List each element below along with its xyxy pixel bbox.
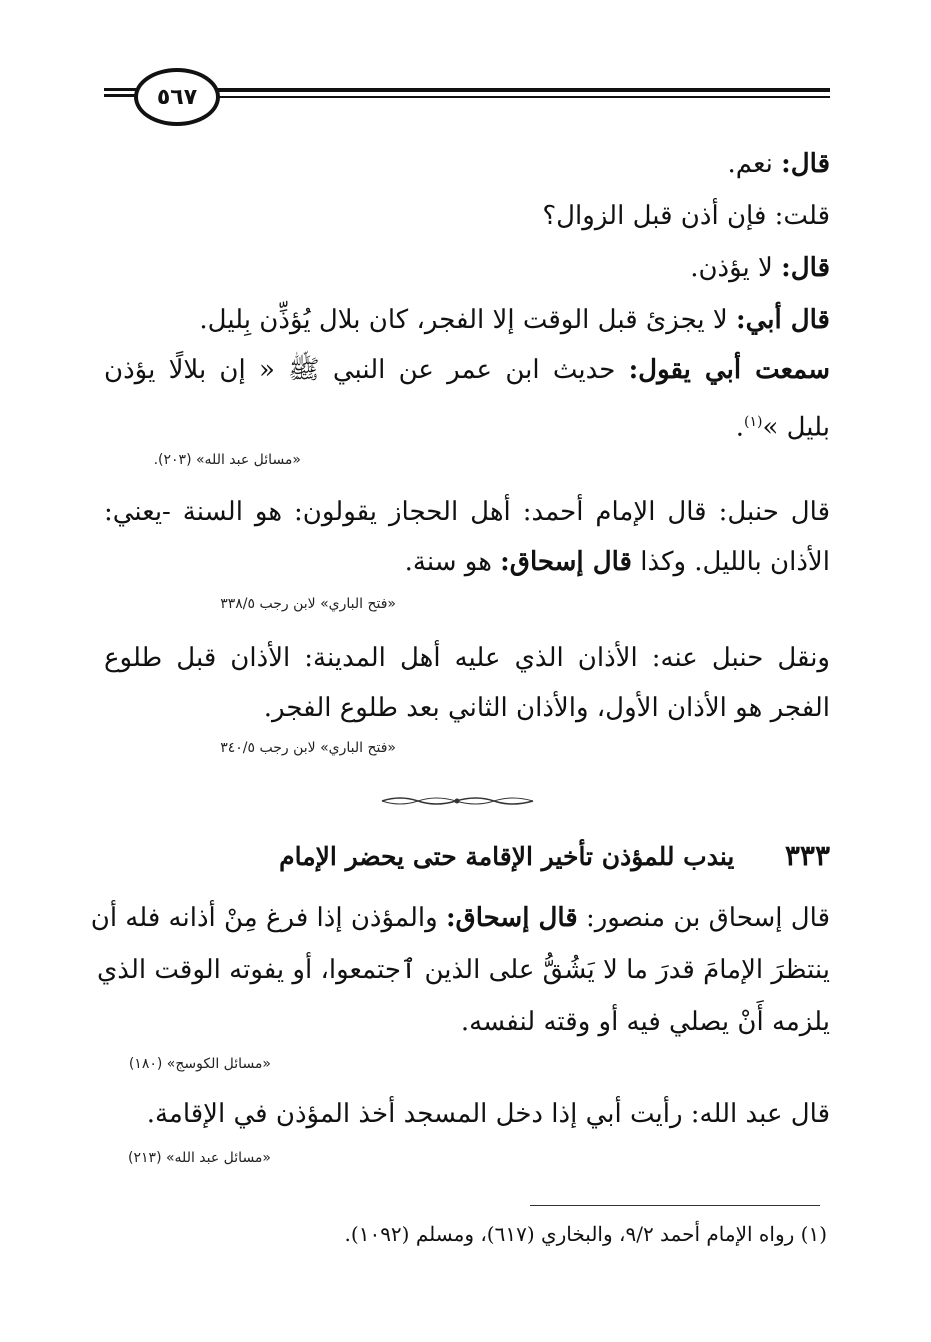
text-line bbox=[90, 896, 830, 940]
text-line: بليل »$^{(١)}$. bbox=[735, 412, 830, 443]
section-heading-line bbox=[104, 834, 830, 879]
text-line: قال عبد الله: رأيت أبي إذا دخل المسجد أخذ المؤذن في الإقامة. bbox=[146, 1099, 830, 1129]
speaker: قال إسحاق: bbox=[500, 547, 632, 577]
line-text: نعم. bbox=[727, 149, 782, 179]
text-line: قال حنبل: قال الإمام أحمد: أهل الحجاز يقولون: هو السنة -يعني: bbox=[104, 497, 830, 527]
text-line: ينتظرَ الإمامَ قدرَ ما لا يَشُقُّ على الذين ٱجتمعوا، أو يفوته الوقت الذي bbox=[96, 955, 830, 985]
text-line: قلت: فإن أذن قبل الزوال؟ bbox=[542, 201, 830, 231]
source-citation: «فتح الباري» لابن رجب ٣٣٨/٥ bbox=[220, 596, 396, 612]
footnote-text: رواه الإمام أحمد ٩/٢، والبخاري (٦١٧)، ومسلم (١٠٩٢). bbox=[344, 1222, 801, 1246]
header-rule-right bbox=[214, 88, 830, 92]
text-line bbox=[104, 142, 830, 186]
footnote-marker: (١) bbox=[800, 1222, 827, 1246]
footnote bbox=[345, 1222, 827, 1246]
speaker: سمعت أبي يقول: bbox=[628, 355, 830, 385]
speaker: قال أبي: bbox=[735, 305, 830, 335]
speaker: قال إسحاق: bbox=[445, 903, 578, 933]
speaker: قال: bbox=[781, 149, 830, 179]
text-line bbox=[104, 298, 830, 342]
header-rule-right-2 bbox=[214, 96, 830, 98]
divider-ornament bbox=[380, 794, 535, 808]
section-number: ٣٣٣ bbox=[784, 839, 830, 872]
text-line bbox=[104, 540, 830, 584]
line-text: والمؤذن إذا فرغ مِنْ أذانه فله أن bbox=[90, 903, 446, 933]
page-number: ٥٦٧ bbox=[134, 68, 220, 126]
line-text: قال إسحاق بن منصور: bbox=[577, 903, 830, 933]
line-text: لا يجزئ قبل الوقت إلا الفجر، كان بلال يُؤذِّن بِليل. bbox=[199, 305, 736, 335]
text-line: يلزمه أَنْ يصلي فيه أو وقته لنفسه. bbox=[460, 1007, 830, 1037]
source-citation: «مسائل الكوسج» (١٨٠) bbox=[128, 1056, 271, 1072]
line-text: هو سنة. bbox=[404, 547, 501, 577]
page-header bbox=[104, 60, 830, 140]
text-line: الفجر هو الأذان الأول، والأذان الثاني بعد طلوع الفجر. bbox=[263, 693, 830, 723]
text-line bbox=[104, 348, 830, 392]
line-text: الأذان بالليل. وكذا bbox=[631, 547, 830, 577]
line-text: حديث ابن عمر عن النبي ﷺ « إن بلالًا يؤذن bbox=[104, 355, 629, 385]
source-citation: «فتح الباري» لابن رجب ٣٤٠/٥ bbox=[220, 740, 396, 756]
text-line bbox=[104, 246, 830, 290]
text-line: ونقل حنبل عنه: الأذان الذي عليه أهل المدينة: الأذان قبل طلوع bbox=[104, 643, 830, 673]
section-title: يندب للمؤذن تأخير الإقامة حتى يحضر الإمام bbox=[279, 842, 735, 871]
source-citation: «مسائل عبد الله» (٢٠٣). bbox=[153, 452, 301, 468]
line-text: لا يؤذن. bbox=[690, 253, 782, 283]
source-citation: «مسائل عبد الله» (٢١٣) bbox=[128, 1150, 271, 1166]
line-text: بليل » bbox=[762, 412, 830, 443]
footnote-ref[interactable]: (١) bbox=[743, 414, 763, 430]
footnote-rule bbox=[530, 1205, 820, 1206]
speaker: قال: bbox=[781, 253, 830, 283]
